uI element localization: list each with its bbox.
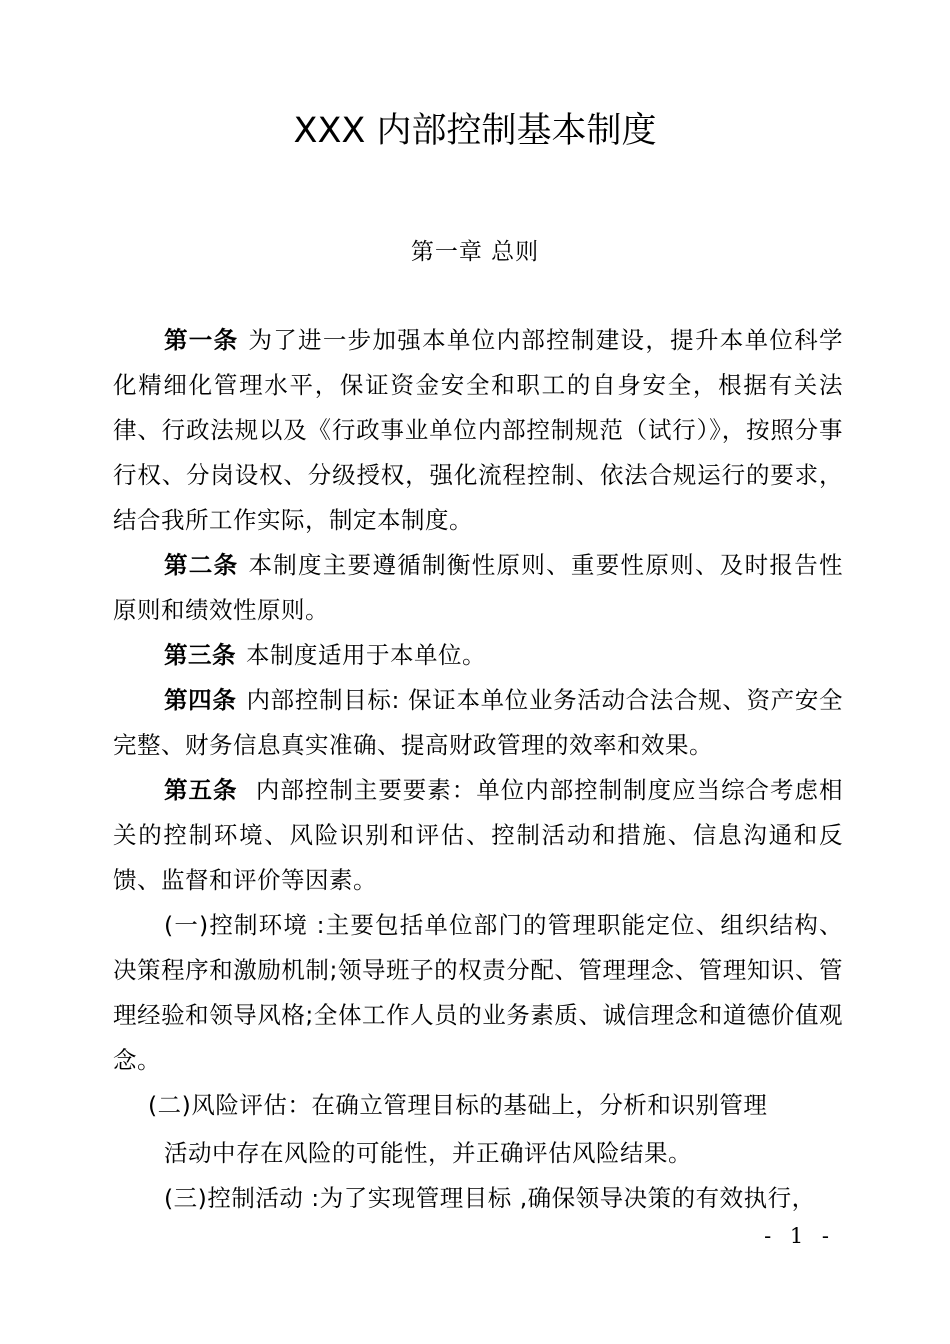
page-number: - 1 - — [764, 1224, 835, 1248]
article-text: 本制度主要遵循制衡性原则、重要性原则、及时报告性原则和绩效性原则。 — [113, 551, 844, 624]
article-4 — [113, 678, 843, 768]
article-1 — [113, 318, 843, 543]
article-3 — [113, 633, 843, 678]
item-risk-assessment-continued: 活动中存在风险的可能性，并正确评估风险结果。 — [164, 1139, 692, 1167]
article-text: 内部控制主要要素：单位内部控制制度应当综合考虑相关的控制环境、风险识别和评估、控制活动和措施、信息沟通和反馈、监督和评价等因素。 — [113, 776, 843, 894]
article-label: 第四条 — [164, 686, 237, 714]
article-text: 为了进一步加强本单位内部控制建设，提升本单位科学化精细化管理水平，保证资金安全和职工的自身安全，根据有关法律、行政法规以及《行政事业单位内部控制规范（试行）》，按照分事行权、分岗设权、分级授权，强化流程控制、依法合规运行的要求，结合我所工作实际，制定本制度。 — [113, 326, 844, 534]
article-label: 第一条 — [164, 326, 239, 354]
item-control-activities: (三)控制活动 :为了实现管理目标 ,确保领导决策的有效执行， — [164, 1184, 816, 1212]
document-title: XXX 内部控制基本制度 — [293, 111, 657, 151]
item-risk-assessment: (二)风险评估：在确立管理目标的基础上，分析和识别管理 — [148, 1091, 768, 1119]
article-text: 内部控制目标: 保证本单位业务活动合法合规、资产安全完整、财务信息真实准确、提高财政管理的效率和效果。 — [113, 686, 843, 759]
article-5 — [113, 768, 843, 903]
article-label: 第二条 — [164, 551, 239, 579]
article-label: 第三条 — [164, 641, 236, 669]
article-text: 本制度适用于本单位。 — [246, 641, 486, 669]
document-body — [113, 318, 843, 1221]
item-control-environment: (一)控制环境 :主要包括单位部门的管理职能定位、组织结构、决策程序和激励机制;领导班子的权责分配、管理理念、管理知识、管理经验和领导风格;全体工作人员的业务素质、诚信理念和道德价值观念。 — [113, 911, 843, 1074]
article-2 — [113, 543, 843, 633]
chapter-heading: 第一章 总则 — [410, 239, 540, 265]
article-label: 第五条 — [164, 776, 238, 804]
